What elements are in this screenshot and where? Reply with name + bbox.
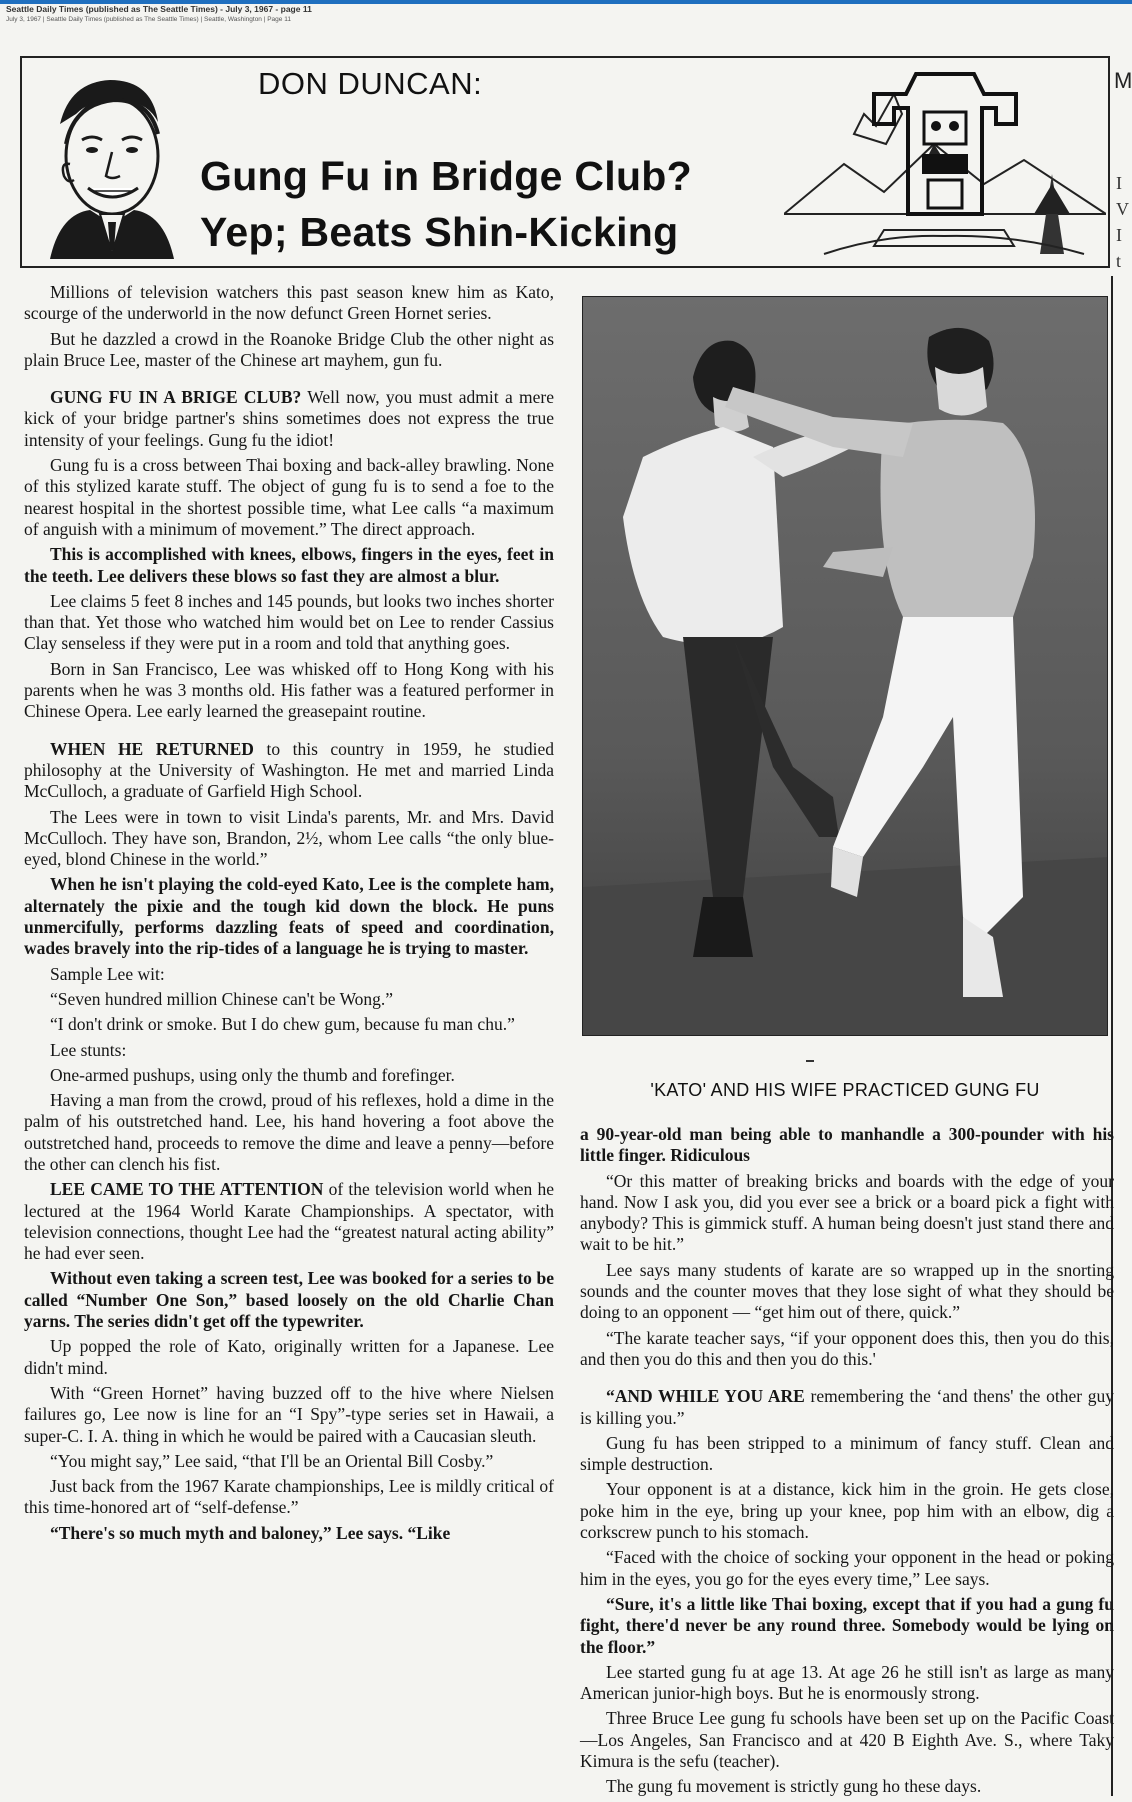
- paragraph: Gung fu has been stripped to a minimum of fancy stuff. Clean and simple destruction.: [580, 1432, 1114, 1475]
- paragraph: Up popped the role of Kato, originally written for a Japanese. Lee didn't mind.: [24, 1336, 554, 1378]
- paragraph: This is accomplished with knees, elbows, fingers in the eyes, feet in the teeth. Lee delivers these blows so fast they are almost a blur.: [24, 544, 554, 586]
- paragraph: Just back from the 1967 Karate championships, Lee is mildly critical of this time-honored art of “self-defense.”: [24, 1476, 554, 1518]
- columnist-portrait-illustration: [30, 64, 180, 259]
- paragraph: Lee stunts:: [50, 1039, 127, 1060]
- column-logo-illustration: [784, 64, 1106, 262]
- headline-line-2: Yep; Beats Shin-Kicking: [200, 209, 679, 255]
- paragraph: GUNG FU IN A BRIGE CLUB? Well now, you must admit a mere kick of your bridge partner's shins sometimes does not express the true intensity of your feelings. Gung fu the idiot!: [24, 387, 554, 450]
- paragraph: Lee started gung fu at age 13. At age 26 he still isn't as large as many American junior-high boys. But he is enormously strong.: [580, 1661, 1114, 1704]
- subhead-lead: LEE CAME TO THE ATTENTION: [50, 1179, 324, 1200]
- columnist-kicker: DON DUNCAN:: [258, 66, 483, 101]
- photo-credit-tick: [806, 1060, 814, 1062]
- paragraph: Your opponent is at a distance, kick him in the groin. He gets close, poke him in the eye, bring up your knee, pop him with an elbow, dig a corkscrew punch to his stomach.: [580, 1479, 1114, 1543]
- paragraph: One-armed pushups, using only the thumb and forefinger.: [50, 1064, 455, 1085]
- paragraph: But he dazzled a crowd in the Roanoke Bridge Club the other night as plain Bruce Lee, master of the Chinese art mayhem, gun fu.: [24, 328, 554, 370]
- subhead-lead: “AND WHILE YOU ARE: [606, 1386, 805, 1407]
- article-column-right: [580, 1124, 1114, 1802]
- paragraph: The Lees were in town to visit Linda's parents, Mr. and Mrs. David McCulloch. They have son, Brandon, 2½, whom Lee calls “the only blue-eyed, blond Chinese in the world.”: [24, 806, 554, 870]
- source-title: Seattle Daily Times (published as The Seattle Times) - July 3, 1967 - page 11: [6, 4, 312, 14]
- paragraph: Without even taking a screen test, Lee was booked for a series to be called “Number One Son,” based loosely on the old Charlie Chan yarns. The series didn't get off the typewriter.: [24, 1268, 554, 1332]
- paragraph: Millions of television watchers this past season knew him as Kato, scourge of the underworld in the now defunct Green Hornet series.: [24, 282, 554, 324]
- paragraph: When he isn't playing the cold-eyed Kato, Lee is the complete ham, alternately the pixie and the tough kid down the block. He puns unmercifully, performs dazzling feats of speed and coordination, wades bravely into the rip-tides of a language he is trying to master.: [24, 874, 554, 959]
- edge-fragment: I: [1116, 173, 1122, 193]
- subhead-lead: WHEN HE RETURNED: [50, 738, 254, 759]
- paragraph: “AND WHILE YOU ARE remembering the ‘and thens' the other guy is killing you.”: [580, 1386, 1114, 1428]
- headline-line-1: Gung Fu in Bridge Club?: [200, 153, 692, 199]
- source-subtitle: July 3, 1967 | Seattle Daily Times (published as The Seattle Times) | Seattle, Washington | Page 11: [6, 16, 291, 23]
- paragraph: LEE CAME TO THE ATTENTION of the television world when he lectured at the 1964 World Karate Championships. A spectator, with television connections, thought Lee had the “greatest natural acting ability” he had ever seen.: [24, 1179, 554, 1264]
- paragraph: Three Bruce Lee gung fu schools have been set up on the Pacific Coast—Los Angeles, San Francisco and at 420 B Eighth Ave. S., where Taky Kimura is the sefu (teacher).: [580, 1708, 1114, 1772]
- paragraph: Gung fu is a cross between Thai boxing and back-alley brawling. None of this stylized karate stuff. The object of gung fu is to send a foe to the nearest hospital in the shortest possible time, what Lee calls “a maximum of anguish with a minimum of movement.” The direct approach.: [24, 455, 554, 539]
- paragraph: “Sure, it's a little like Thai boxing, except that if you had a gung fu fight, there'd never be any round three. Somebody would be lying on the floor.”: [580, 1593, 1114, 1657]
- edge-fragment: t: [1116, 251, 1122, 271]
- paragraph: a 90-year-old man being able to manhandle a 300-pounder with his little finger. Ridiculous: [580, 1124, 1114, 1166]
- paragraph: “The karate teacher says, “if your opponent does this, then you do this, and then you do this and then you do this.': [580, 1327, 1114, 1369]
- paragraph: Born in San Francisco, Lee was whisked off to Hong Kong with his parents when he was 3 months old. His father was a featured performer in Chinese Opera. Lee early learned the greasepaint routine.: [24, 658, 554, 722]
- paragraph: The gung fu movement is strictly gung ho these days.: [606, 1776, 982, 1797]
- paragraph: “You might say,” Lee said, “that I'll be an Oriental Bill Cosby.”: [50, 1450, 494, 1471]
- paragraph: “Faced with the choice of socking your opponent in the head or poking him in the eyes, you go for the eyes every time,” Lee says.: [580, 1547, 1114, 1589]
- paragraph: Having a man from the crowd, proud of his reflexes, hold a dime in the palm of his outstretched hand. Lee, his hand hovering a foot above the outstretched hand, proceeds to remove the dime and leave a penny—before the other can clench his fist.: [24, 1090, 554, 1174]
- edge-fragment: V: [1116, 199, 1129, 219]
- paragraph: “Or this matter of breaking bricks and boards with the edge of your hand. Now I ask you, did you ever see a brick or a board pick a fight with anybody? This is gimmick stuff. A human being doesn't just stand there and wait to be hit.”: [580, 1170, 1114, 1255]
- adjacent-column-fragments: [1116, 170, 1130, 274]
- article-photo: [582, 296, 1108, 1036]
- paragraph: WHEN HE RETURNED to this country in 1959, he studied philosophy at the University of Washington. He met and married Linda McCulloch, a graduate of Garfield High School.: [24, 738, 554, 802]
- paragraph: “I don't drink or smoke. But I do chew gum, because fu man chu.”: [50, 1014, 515, 1035]
- paragraph: “There's so much myth and baloney,” Lee says. “Like: [50, 1522, 451, 1543]
- paragraph: With “Green Hornet” having buzzed off to the hive where Nielsen failures go, Lee now is line for an “I Spy”-type series set in Hawaii, a super-C. I. A. thing in which he would be paired with a Caucasian sleuth.: [24, 1382, 554, 1446]
- photo-caption: 'KATO' AND HIS WIFE PRACTICED GUNG FU: [650, 1080, 1040, 1100]
- adjacent-column-fragment-letter: M: [1114, 68, 1132, 93]
- subhead-lead: GUNG FU IN A BRIGE CLUB?: [50, 387, 302, 408]
- headline: [200, 148, 760, 260]
- article-column-left: [24, 282, 554, 1548]
- edge-fragment: I: [1116, 225, 1122, 245]
- paragraph: Lee says many students of karate are so wrapped up in the snorting sounds and the counter moves that they lose sight of what they should be doing to an opponent — “get him out of there, quick.”: [580, 1259, 1114, 1323]
- paragraph: “Seven hundred million Chinese can't be Wong.”: [50, 988, 394, 1009]
- paragraph: Lee claims 5 feet 8 inches and 145 pounds, but looks two inches shorter than that. Yet those who watched him would bet on Lee to render Cassius Clay senseless if they were put in a room and told that anything goes.: [24, 590, 554, 654]
- paragraph: Sample Lee wit:: [50, 963, 165, 984]
